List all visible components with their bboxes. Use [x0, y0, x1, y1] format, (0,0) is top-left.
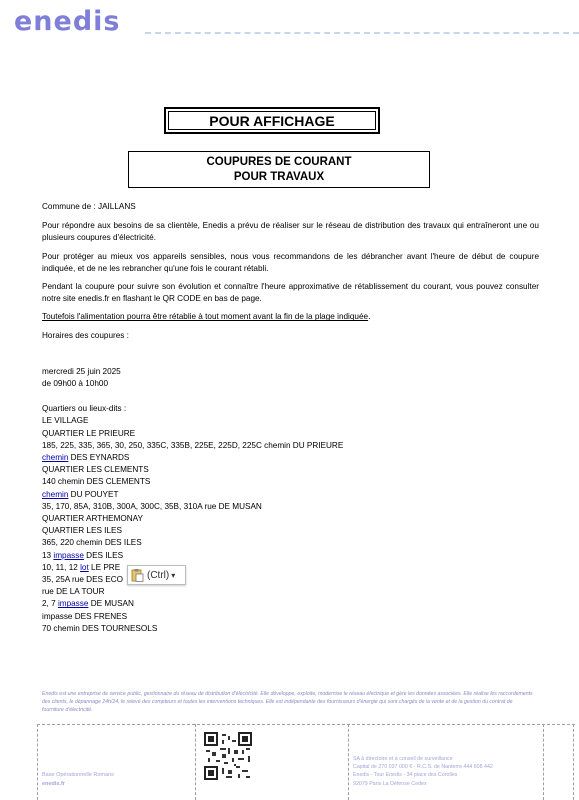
cut-hours: de 09h00 à 10h00	[42, 379, 109, 389]
clipboard-icon	[130, 568, 144, 582]
footer-divider	[348, 724, 349, 800]
qr-code-icon	[204, 732, 252, 780]
spellcheck-word[interactable]: chemin	[42, 453, 69, 463]
footer-divider	[37, 724, 575, 725]
notice-body	[42, 201, 539, 635]
cut-date: mercredi 25 juin 2025	[42, 366, 121, 376]
location-line: 365, 220 chemin DES ILES	[42, 538, 142, 548]
footer-legal-1: SA à directoire et à conseil de surveillance	[353, 756, 453, 762]
chevron-down-icon: ▾	[171, 570, 176, 580]
location-line: QUARTIER LES ILES	[42, 526, 122, 536]
spellcheck-word[interactable]: impasse	[57, 599, 89, 609]
footer-right-block	[353, 755, 493, 788]
footer-legal-4: 92079 Paris La Défense Cedex	[353, 780, 427, 787]
location-line: 35, 25A rue DES ECO	[42, 575, 124, 585]
quartiers-label: Quartiers ou lieux-dits :	[42, 404, 127, 414]
footer-disclaimer: Enedis est une entreprise de service public, gestionnaire du réseau de distribution d'électricité. Elle développe, exploite, modernise le réseau électrique et gère les données associées. Elle réalise les raccordements des clients, le dépannage 24h/24, le relevé des compteurs et toutes les interventions techniques. Elle est indépendante des fournisseurs d'énergie qui sont chargés de la vente et de la gestion du contrat de fourniture d'électricité.	[42, 691, 533, 713]
footer-left-block	[42, 771, 114, 789]
footer-divider	[573, 724, 574, 800]
location-text: 13	[42, 550, 54, 560]
location-text: LE PRE	[88, 562, 121, 572]
location-line: rue DE LA TOUR	[42, 587, 105, 597]
footer-legal-3: Enedis - Tour Enedis - 34 place des Corolles	[353, 772, 458, 779]
location-text: 2, 7	[42, 599, 58, 609]
location-line: 70 chemin DES TOURNESOLS	[42, 623, 158, 633]
footer-office: Base Opérationnelle Romans	[42, 772, 114, 778]
horaires-label: Horaires des coupures :	[42, 330, 129, 340]
subtitle-line1: COUPURES DE COURANT	[206, 156, 352, 168]
spellcheck-word[interactable]: chemin	[42, 489, 69, 499]
subtitle-box	[128, 151, 430, 188]
location-line: 140 chemin DES CLEMENTS	[42, 477, 151, 487]
location-line	[42, 562, 539, 574]
paragraph-3: Pendant la coupure pour suivre son évolution et connaître l'heure approximative de rétablissement du courant, vous pouvez consulter notre site enedis.fr en flashant le QR CODE en bas de page.	[42, 282, 539, 304]
enedis-logo: enedis	[14, 6, 121, 37]
title-box	[164, 107, 380, 134]
location-line: QUARTIER LE PRIEURE	[42, 428, 136, 438]
title-text: POUR AFFICHAGE	[168, 111, 376, 130]
spellcheck-word[interactable]: impasse	[53, 550, 84, 560]
location-line: 35, 170, 85A, 310B, 300A, 300C, 35B, 310A rue DE MUSAN	[42, 501, 262, 511]
paste-options-button[interactable]	[127, 565, 186, 585]
location-line: 185, 225, 335, 365, 30, 250, 335C, 335B, 225E, 225D, 225C chemin DU PRIEURE	[42, 440, 344, 450]
subtitle-line2: POUR TRAVAUX	[233, 171, 325, 183]
location-line	[42, 489, 539, 501]
location-text: 10, 11, 12	[42, 562, 81, 572]
location-line	[42, 452, 539, 464]
location-text: DU POUYET	[68, 489, 119, 499]
footer-website: enedis.fr	[42, 781, 65, 787]
footer-legal-2: Capital de 270 037 000 € - R.C.S. de Nanterre 444 608 442	[353, 764, 493, 771]
location-text: DE MUSAN	[88, 599, 134, 609]
location-text: DES EYNARDS	[68, 453, 130, 463]
warning-line	[42, 311, 539, 323]
paragraph-1: Pour répondre aux besoins de sa clientèle, Enedis a prévu de réaliser sur le réseau de distribution des travaux qui entraîneront une ou plusieurs coupures d'électricité.	[42, 221, 539, 243]
warning-end: .	[368, 312, 371, 322]
header-divider	[145, 32, 579, 34]
footer-divider	[37, 724, 38, 800]
location-line	[42, 598, 539, 610]
spellcheck-word[interactable]: lot	[80, 562, 89, 572]
footer-divider	[195, 724, 196, 800]
footer-divider	[543, 724, 544, 800]
location-line	[42, 550, 539, 562]
paste-options-label: (Ctrl)	[147, 569, 170, 581]
paragraph-2: Pour protéger au mieux vos appareils sensibles, nous vous recommandons de les débrancher avant l'heure de début de coupure indiquée, et de ne les rebrancher qu'une fois le courant rétabli.	[42, 251, 539, 273]
warning-text: Toutefois l'alimentation pourra être rétablie à tout moment avant la fin de la plage indiquée	[42, 312, 369, 322]
location-text: DES ILES	[83, 550, 124, 560]
location-line: impasse DES FRENES	[42, 611, 128, 621]
location-line: QUARTIER ARTHEMONAY	[42, 514, 143, 524]
location-line: QUARTIER LES CLEMENTS	[42, 465, 149, 475]
location-line: LE VILLAGE	[42, 416, 89, 426]
commune-line: Commune de : JAILLANS	[42, 202, 136, 211]
